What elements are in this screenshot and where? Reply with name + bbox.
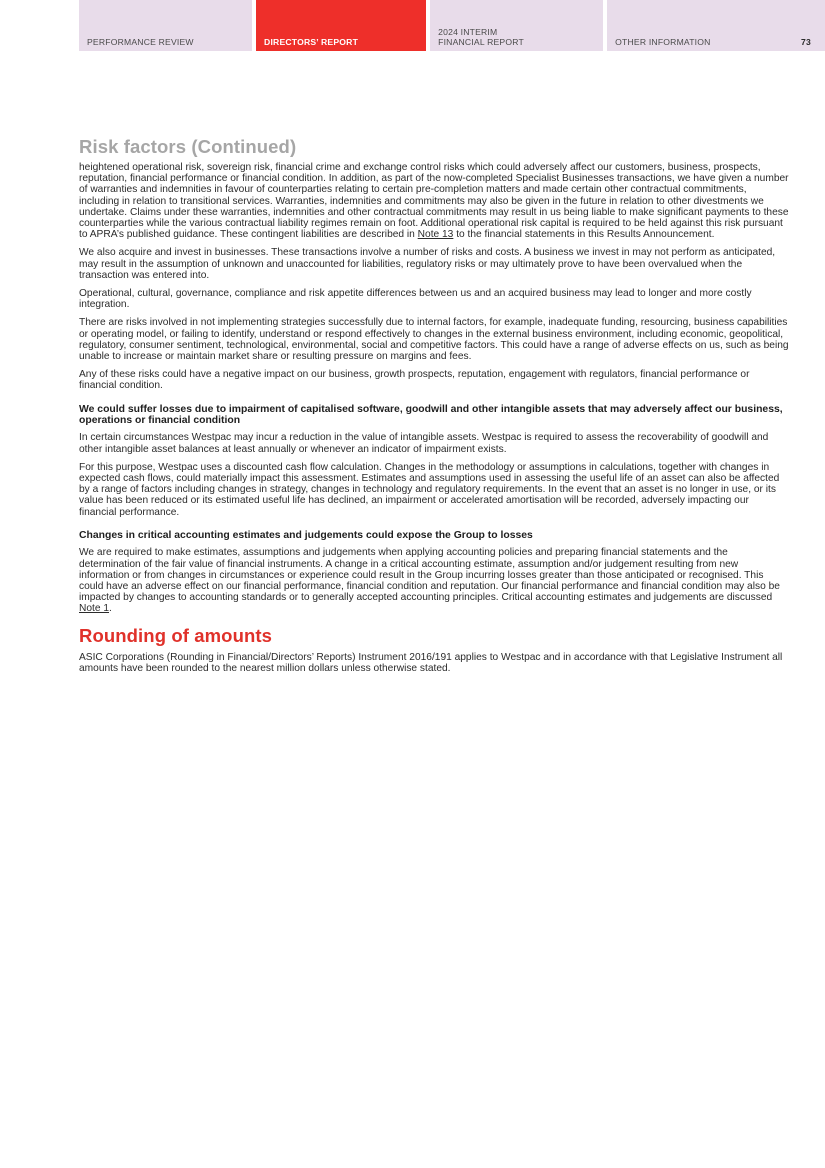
note-13-link[interactable]: Note 13 bbox=[417, 229, 454, 241]
note-1-link[interactable]: Note 1 bbox=[79, 603, 110, 615]
tab-label-line1: 2024 INTERIM bbox=[438, 27, 498, 37]
risk-factors-heading: Risk factors (Continued) bbox=[79, 136, 297, 157]
tab-interim-financial-report[interactable] bbox=[430, 0, 603, 51]
tab-label bbox=[438, 27, 524, 47]
impairment-subheading: We could suffer losses due to impairment of capitalised software, goodwill and other intangible assets that may adversely affect our business, operations or financial condition bbox=[79, 403, 783, 427]
main-content bbox=[79, 136, 789, 681]
text: . bbox=[109, 603, 112, 615]
paragraph: There are risks involved in not implementing strategies successfully due to internal factors, for example, inadequate funding, resourcing, business capabilities or operating model, or failing to identify, understand or respond effectively to changes in the external business environment, including economic, geopolitical, regulatory, consumer sentiment, technological, environmental, social and competitive factors. This could have a range of adverse effects on us, such as being unable to increase or maintain market share or resulting pressure on margins and fees. bbox=[79, 317, 789, 363]
paragraph: We also acquire and invest in businesses. These transactions involve a number of risks and costs. A business we invest in may not perform as anticipated, may result in the assumption of unknown and unaccounted for liabilities, regulatory risks or may ultimately prove to have been overvalued when the transaction was entered into. bbox=[79, 247, 776, 281]
estimates-subheading: Changes in critical accounting estimates and judgements could expose the Group to losses bbox=[79, 529, 533, 541]
paragraph: Operational, cultural, governance, compliance and risk appetite differences between us and an acquired business may lead to longer and more costly integration. bbox=[79, 288, 752, 311]
page-number: 73 bbox=[801, 37, 811, 47]
text: heightened operational risk, sovereign risk, financial crime and exchange control risks which could adversely affect our customers, business, prospects, reputation, financial performance or financial condition. In addition, as part of the now-completed Specialist Businesses transactions, we have given a number of warranties and indemnities in favour of counterparties relating to certain pre-completion matters and made certain other contractual commitments, including in relation to transitional services. Warranties, indemnities and commitments may also be given in the future in relation to other divestments we undertake. Claims under these warranties, indemnities and other contractual commitments may result in us being liable to make significant payments to these counterparties while the various contractual liability regimes remain on foot. Additional operational risk capital is required to be held against this risk pursuant to APRA’s published guidance. These contingent liabilities are described in bbox=[79, 162, 789, 241]
tab-performance-review[interactable] bbox=[79, 0, 252, 51]
paragraph: ASIC Corporations (Rounding in Financial/Directors’ Reports) Instrument 2016/191 applies to Westpac and in accordance with that Legislative Instrument all amounts have been rounded to the nearest million dollars unless otherwise stated. bbox=[79, 651, 783, 674]
paragraph bbox=[79, 547, 789, 614]
tab-label-line2: FINANCIAL REPORT bbox=[438, 37, 524, 47]
tab-label: PERFORMANCE REVIEW bbox=[87, 37, 194, 47]
paragraph bbox=[79, 162, 789, 240]
rounding-heading: Rounding of amounts bbox=[79, 624, 273, 646]
tab-label: OTHER INFORMATION bbox=[615, 37, 711, 47]
tab-label: DIRECTORS’ REPORT bbox=[264, 37, 359, 47]
paragraph: Any of these risks could have a negative impact on our business, growth prospects, reputation, engagement with regulators, financial performance or financial condition. bbox=[79, 369, 750, 392]
text: We are required to make estimates, assumptions and judgements when applying accounting policies and preparing financial statements and the determination of the fair value of financial instruments. A change in a critical accounting estimate, assumption and/or judgement resulting from new information or from changes in circumstances or experience could result in the Group incurring losses greater than those anticipated or recognised. This could have an adverse effect on our financial performance, financial condition and reputation. Our financial performance and financial condition may also be impacted by changes to accounting standards or to generally accepted accounting principles. Critical accounting estimates and judgements are discussed bbox=[79, 547, 780, 604]
text: to the financial statements in this Results Announcement. bbox=[453, 229, 715, 241]
top-navigation bbox=[79, 0, 825, 51]
tab-directors-report[interactable] bbox=[256, 0, 426, 51]
paragraph: For this purpose, Westpac uses a discounted cash flow calculation. Changes in the methodology or assumptions in calculations, together with changes in expected cash flows, could materially impact this assessment. Estimates and assumptions used in assessing the useful life of an asset can also be affected by a range of factors including changes in strategy, changes in technology and regulatory requirements. In the event that an asset is no longer in use, or its value has been reduced or its estimated useful life has declined, an impairment or accelerated amortisation will be recorded, adversely impacting our financial performance. bbox=[79, 461, 780, 518]
tab-other-information[interactable] bbox=[607, 0, 825, 51]
paragraph: In certain circumstances Westpac may incur a reduction in the value of intangible assets. Westpac is required to assess the recoverability of goodwill and other intangible asset balances at least annually or whenever an indicator of impairment exists. bbox=[79, 432, 769, 455]
